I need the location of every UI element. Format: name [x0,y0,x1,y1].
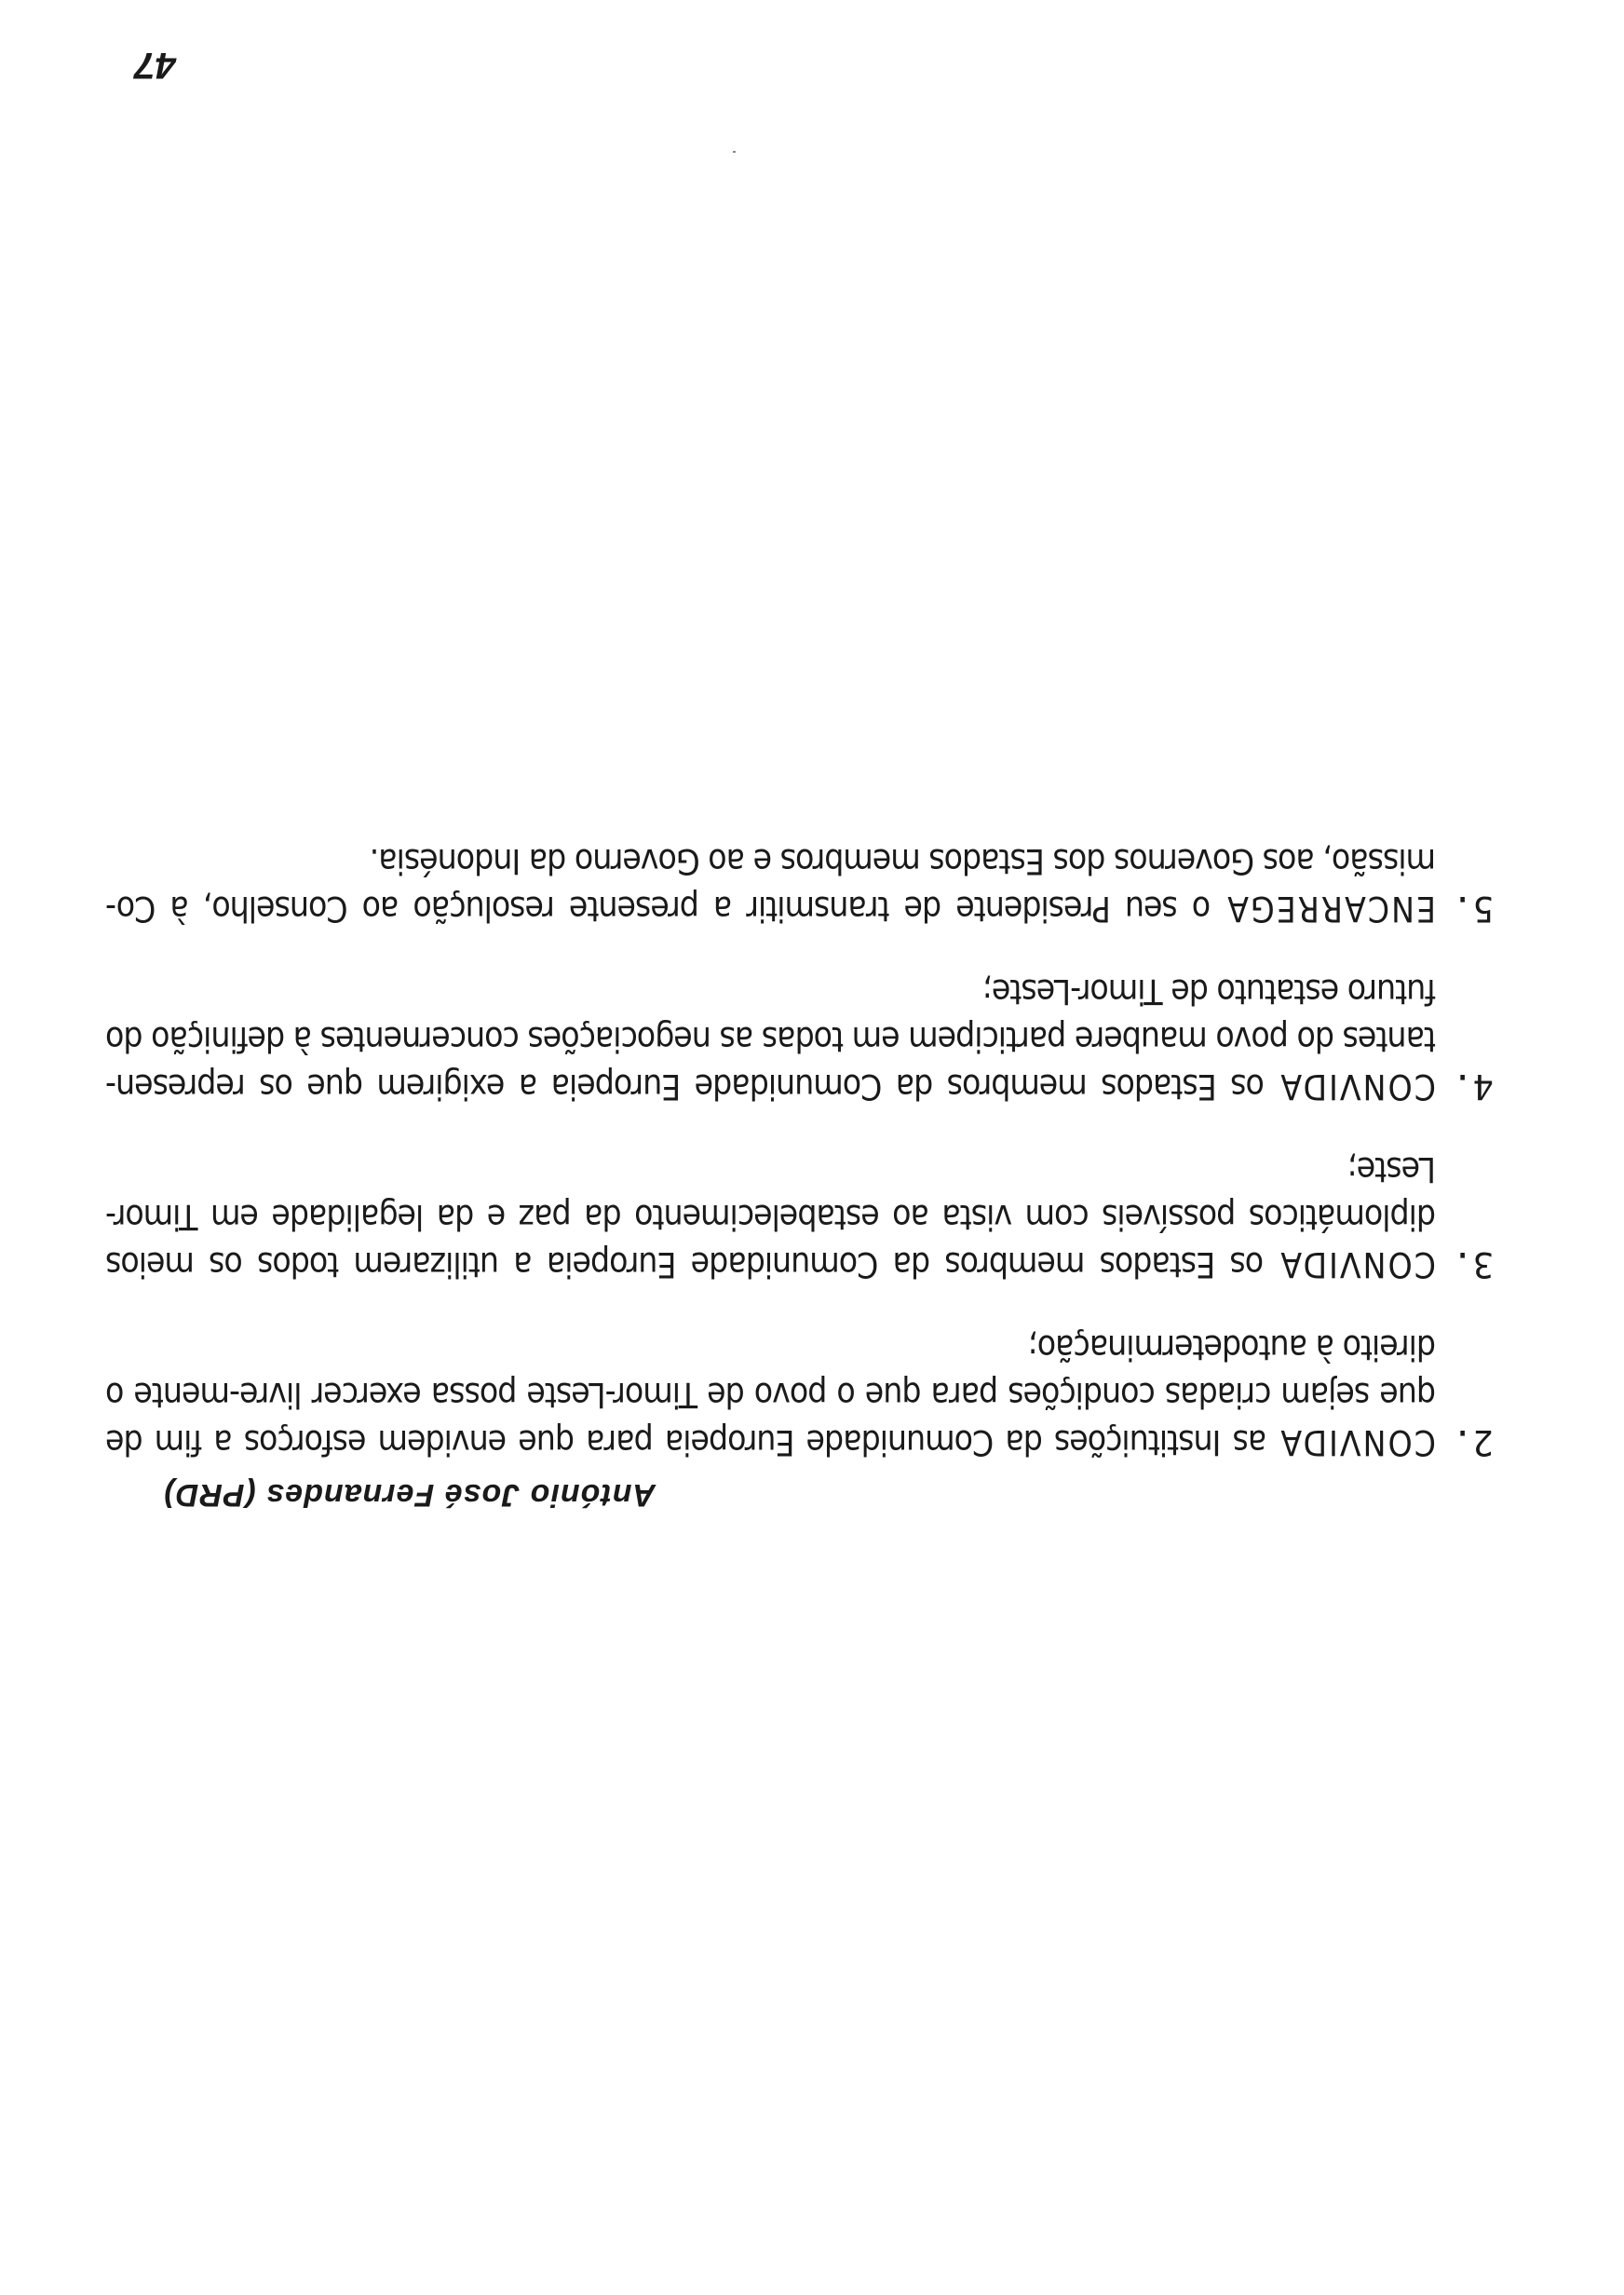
clause-4 [106,968,1494,1110]
clause-text [106,968,1436,1110]
clause-keyword: ENCARREGA [1225,889,1436,929]
signature: António José Fernandes (PRD) [163,1477,656,1513]
clause-text [106,1324,1436,1466]
clause-keyword: CONVIDA [1279,1422,1436,1462]
clause-number: 5. [1452,889,1494,929]
clause-keyword: CONVIDA [1279,1244,1436,1284]
clause-2 [106,1324,1494,1466]
clause-body: os Estados membros da Comunidade Europeia a exigirem que os represen-tantes do povo maubere participem em todas as negociações concernentes à definição do futuro estatuto de Timor-Leste; [106,971,1436,1107]
clause-number: 3. [1452,1244,1494,1284]
clause-text [106,1146,1436,1288]
clause-text [106,837,1436,932]
clause-keyword: CONVIDA [1279,1066,1436,1107]
clause-body: as Instituições da Comunidade Europeia para que envidem esforços a fim de que sejam criadas condições para que o povo de Timor-Leste possa exercer livre-mente o direito à autodeterminação; [106,1327,1436,1462]
scan-speck [733,151,736,153]
clause-number: 4. [1452,1066,1494,1107]
clause-body: o seu Presidente de transmitir a presente resolução ao Conselho, à Co-missão, aos Governos dos Estados membros e ao Governo da Indonésia. [106,841,1436,929]
clause-3 [106,1146,1494,1288]
page-number: 47 [134,45,176,86]
clause-5 [106,837,1494,932]
resolution-body [106,802,1494,1466]
clause-body: os Estados membros da Comunidade Europeia a utilizarem todos os meios diplomáticos possíveis com vista ao estabelecimento da paz e da legalidade em Timor-Leste; [106,1149,1436,1284]
clause-number: 2. [1452,1422,1494,1462]
